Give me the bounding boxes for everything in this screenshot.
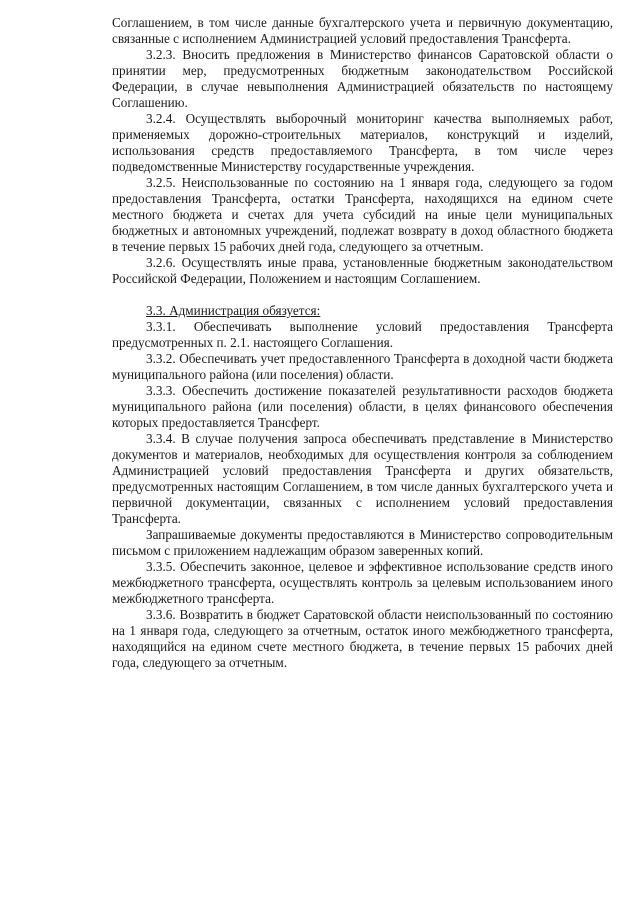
paragraph-requested-documents: Запрашиваемые документы предоставляются в Министерство сопроводительным письмом с приложением надлежащим образом заверенных копий. bbox=[112, 527, 613, 558]
section-heading-text: 3.3. Администрация обязуется: bbox=[146, 303, 321, 318]
paragraph-3-2-3: 3.2.3. Вносить предложения в Министерство финансов Саратовской области о принятии мер, предусмотренных бюджетным законодательством Российской Федерации, в случае невыполнения Администрацией обязательств по настоящему Соглашению. bbox=[112, 47, 613, 110]
paragraph-3-2-6: 3.2.6. Осуществлять иные права, установленные бюджетным законодательством Российской Федерации, Положением и настоящим Соглашением. bbox=[112, 255, 613, 286]
paragraph-3-3-4: 3.3.4. В случае получения запроса обеспечивать представление в Министерство документов и материалов, необходимых для осуществления контроля за соблюдением Администрацией условий предоставления Трансферта и других обязательств, предусмотренных настоящим Соглашением, в том числе данных бухгалтерского учета и первичной документации, связанных с исполнением условий предоставления Трансферта. bbox=[112, 431, 613, 526]
paragraph-3-3-2: 3.3.2. Обеспечивать учет предоставленного Трансферта в доходной части бюджета муниципального района (или поселения) области. bbox=[112, 351, 613, 382]
paragraph-continuation: Соглашением, в том числе данные бухгалтерского учета и первичную документацию, связанные с исполнением Администрацией условий предоставления Трансферта. bbox=[112, 15, 613, 46]
paragraph-3-3-1: 3.3.1. Обеспечивать выполнение условий предоставления Трансферта предусмотренных п. 2.1. настоящего Соглашения. bbox=[112, 319, 613, 350]
paragraph-3-3-6: 3.3.6. Возвратить в бюджет Саратовской области неиспользованный по состоянию на 1 января года, следующего за отчетным, остаток иного межбюджетного трансферта, находящийся на едином счете местного бюджета, в течение первых 15 рабочих дней года, следующего за отчетным. bbox=[112, 607, 613, 670]
paragraph-3-2-5: 3.2.5. Неиспользованные по состоянию на 1 января года, следующего за годом предоставления Трансферта, остатки Трансферта, находящихся на едином счете местного бюджета и счетах для учета субсидий на иные цели муниципальных бюджетных и автономных учреждений, подлежат возврату в доход областного бюджета в течение первых 15 рабочих дней года, следующего за отчетным. bbox=[112, 175, 613, 254]
paragraph-3-2-4: 3.2.4. Осуществлять выборочный мониторинг качества выполняемых работ, применяемых дорожно-строительных материалов, конструкций и изделий, использования средств предоставляемого Трансферта, в том числе через подведомственные Министерству государственные учреждения. bbox=[112, 111, 613, 174]
blank-line bbox=[112, 287, 613, 303]
section-heading-3-3 bbox=[112, 303, 613, 319]
paragraph-3-3-5: 3.3.5. Обеспечить законное, целевое и эффективное использование средств иного межбюджетного трансферта, осуществлять контроль за целевым использованием иного межбюджетного трансферта. bbox=[112, 559, 613, 606]
paragraph-3-3-3: 3.3.3. Обеспечить достижение показателей результативности расходов бюджета муниципального района (или поселения) области, в целях финансового обеспечения которых предоставляется Трансферт. bbox=[112, 383, 613, 430]
